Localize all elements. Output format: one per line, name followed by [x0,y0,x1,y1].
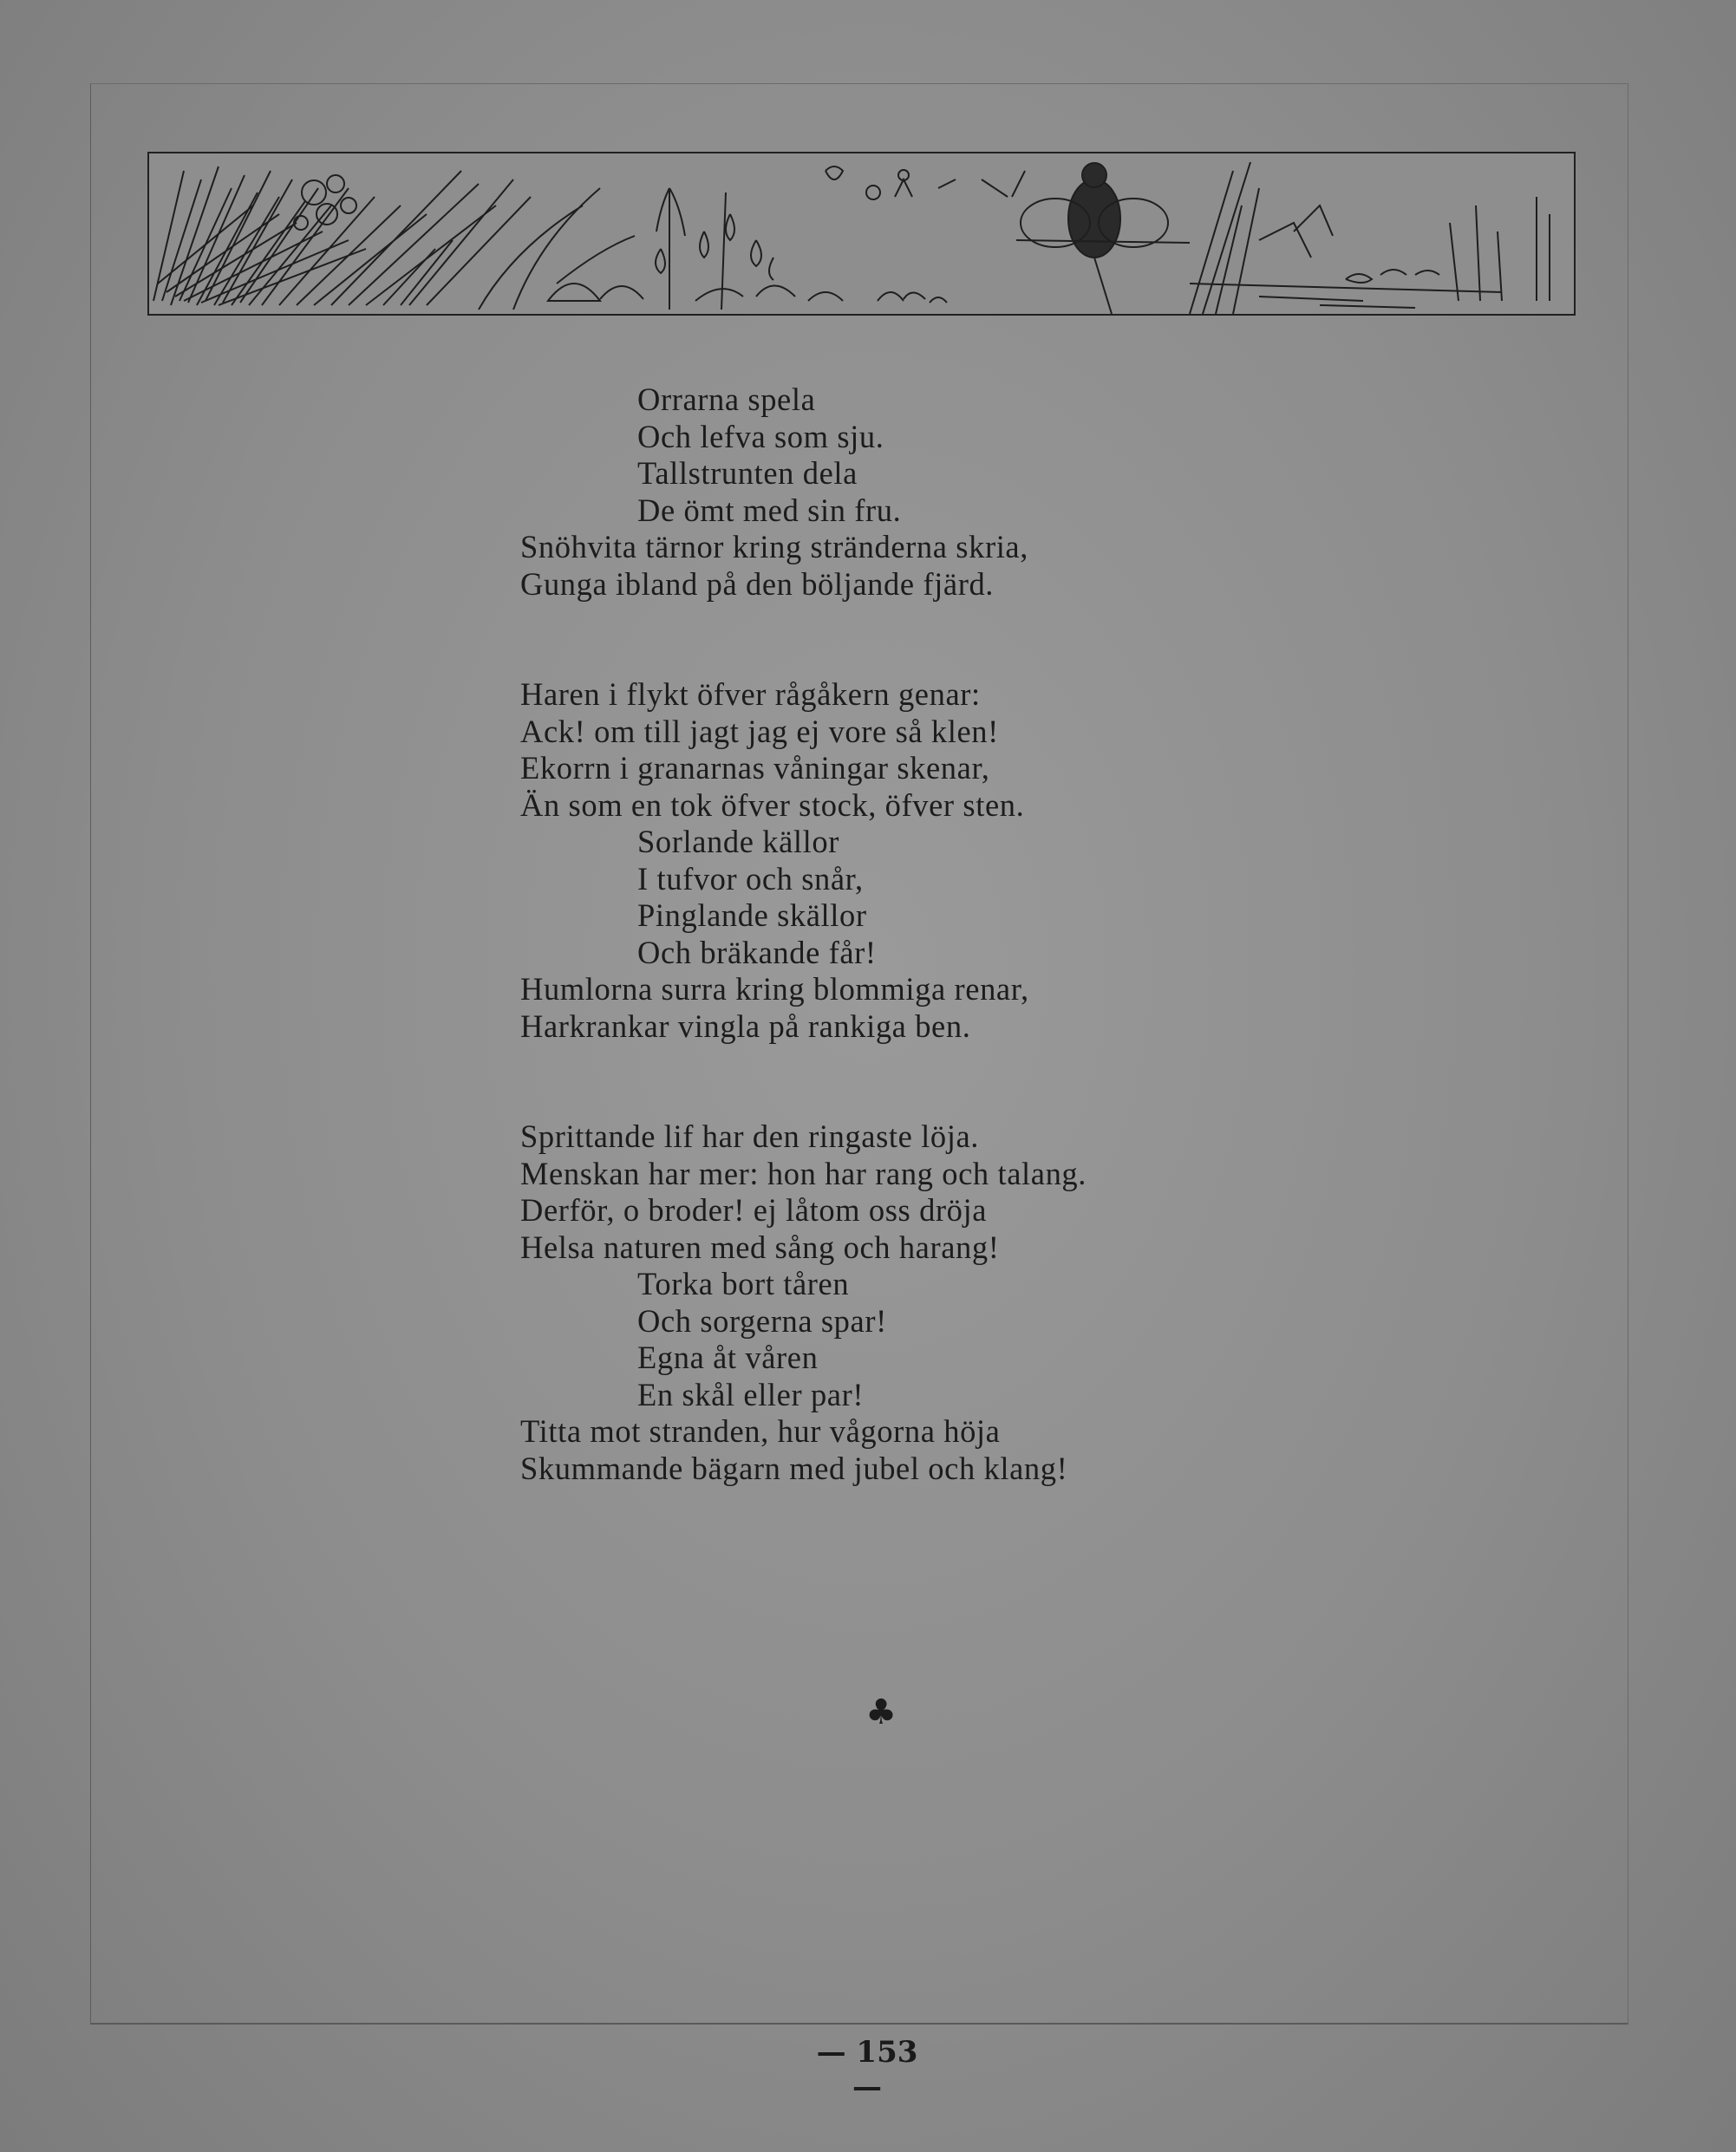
stanza-3 [520,1118,1087,1487]
poem-line: Och sorgerna spar! [637,1302,887,1339]
meadow-illustration-icon [149,153,1574,314]
poem-line: Och lefva som sju. [637,418,884,454]
poem-line: Och bräkande får! [637,934,877,970]
poem-line: Sorlande källor [637,824,840,859]
poem-line: Derför, o broder! ej låtom oss dröja [520,1192,988,1228]
page-number: — 153 — [816,2035,918,2104]
poem-line: Pinglande skällor [637,897,867,933]
poem-line: Snöhvita tärnor kring stränderna skria, [520,529,1028,564]
poem-line: Haren i flykt öfver rågåkern genar: [520,676,981,712]
poem-line: Harkrankar vingla på rankiga ben. [520,1008,971,1044]
poem-line: Gunga ibland på den böljande fjärd. [520,565,995,602]
poem-line: Ekorrn i granarnas våningar skenar, [520,750,990,786]
poem-line: Egna åt våren [637,1340,819,1375]
poem-line: I tufvor och snår, [637,860,864,897]
stanza-1 [520,381,1087,603]
poem-line: De ömt med sin fru. [637,492,902,528]
club-ornament-icon: ♣ [865,1692,897,1732]
poem-line: Humlorna surra kring blommiga renar, [520,971,1029,1007]
poem-text [520,381,1087,1487]
poem-line: Helsa naturen med sång och harang! [520,1229,1000,1265]
poem-line: Tallstrunten dela [637,455,858,491]
poem-line: Ack! om till jagt jag ej vore så klen! [520,713,999,749]
poem-line: Torka bort tåren [637,1266,850,1301]
stanza-2 [520,676,1087,1045]
poem-line: En skål eller par! [637,1376,865,1412]
header-illustration [147,152,1576,316]
poem-line: Sprittande lif har den ringaste löja. [520,1118,979,1154]
poem-line: Menskan har mer: hon har rang och talang. [520,1155,1087,1191]
poem-line: Orrarna spela [637,381,816,417]
poem-line: Skummande bägarn med jubel och klang! [520,1450,1068,1486]
poem-line: Än som en tok öfver stock, öfver sten. [520,786,1025,823]
poem-line: Titta mot stranden, hur vågorna höja [520,1413,1001,1449]
